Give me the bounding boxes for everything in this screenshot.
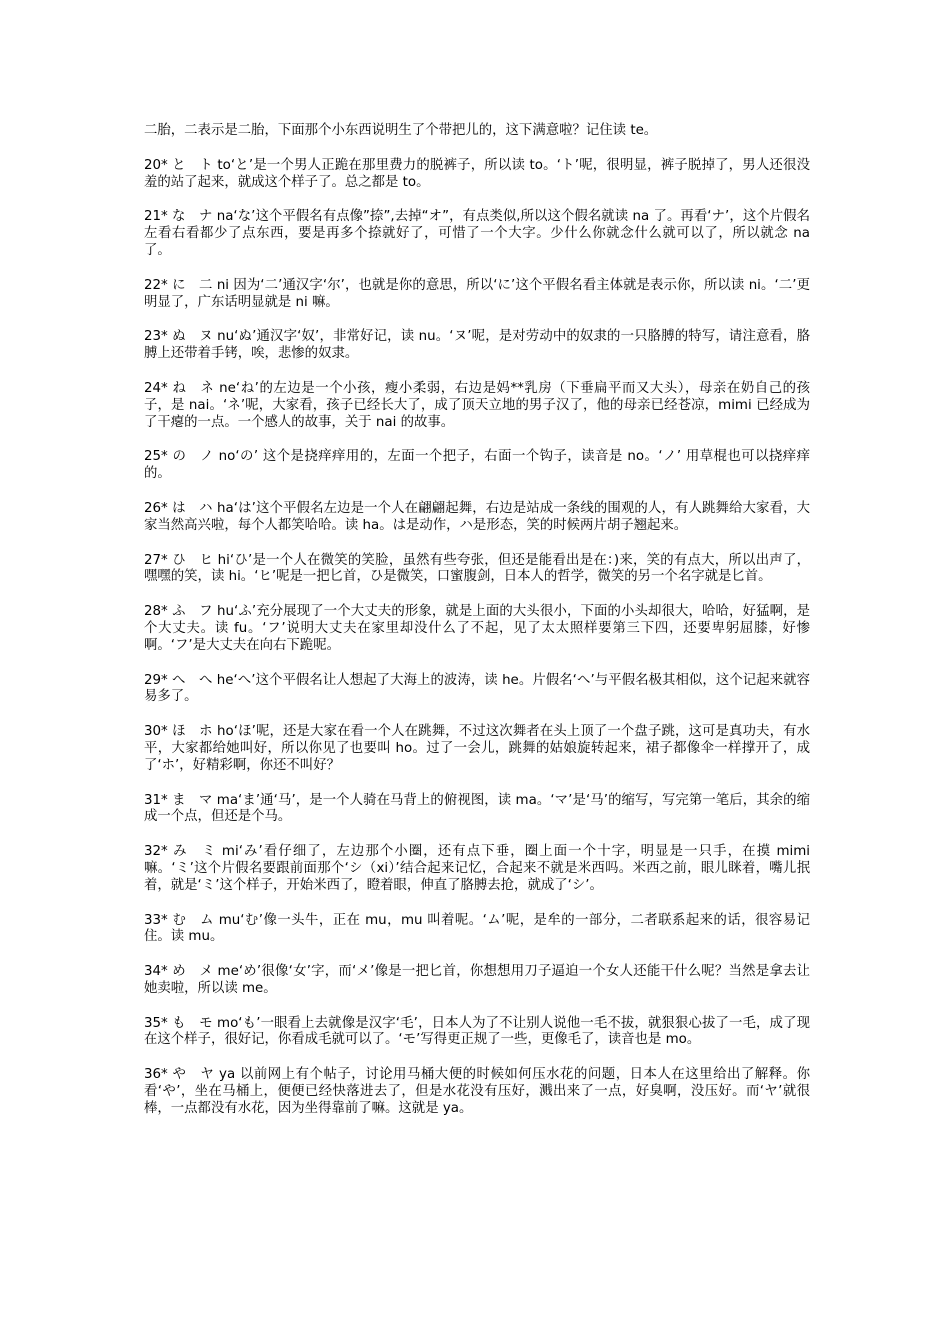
paragraph-34-me: 34* め メ me‘め’很像‘女’字，而‘メ’像是一把匕首，你想想用刀子逼迫一个女人还能干什么呢？当然是拿去让她卖啦，所以读 me。: [144, 964, 810, 996]
paragraph-24-ne: 24* ね ネ ne‘ね’的左边是一个小孩，瘦小柔弱，右边是妈**乳房（下垂扁平而又大头），母亲在奶自己的孩子，是 nai。‘ネ’呢，大家看，孩子已经长大了，成了顶天立地的男子汉了，他的母亲已经苍凉，mimi 已经成为了干瘪的一点。一个感人的故事，关于 nai 的故事。: [144, 380, 810, 430]
paragraph-te-continuation: 二胎，二表示是二胎，下面那个小东西说明生了个带把儿的，这下满意啦？记住读 te。: [144, 123, 658, 138]
paragraph-30-ho: 30* ほ ホ ho‘ほ’呢，还是大家在看一个人在跳舞，不过这次舞者在头上顶了一个盘子跳，这可是真功夫，有水平，大家都给她叫好，所以你见了也要叫 ho。过了一会儿，跳舞的姑娘旋转起来，裙子都像伞一样撑开了，成了‘ホ’，好精彩啊，你还不叫好？: [144, 724, 810, 773]
paragraph-36-ya: 36* や ヤ ya 以前网上有个帖子，讨论用马桶大便的时候如何压水花的问题，日本人在这里给出了解释。你看‘や’，坐在马桶上，便便已经快落进去了，但是水花没有压好，溅出来了一点，好臭啊，没压好。而‘ヤ’就很棒，一点都没有水花，因为坐得靠前了嘛。这就是 ya。: [144, 1067, 810, 1116]
paragraph-27-hi: 27* ひ ヒ hi‘ひ’是一个人在微笑的笑脸，虽然有些夸张，但还是能看出是在：)来，笑的有点大，所以出声了，嘿嘿的笑，读 hi。‘ヒ’呢是一把匕首，ひ是微笑，口蜜腹剑，日本人的哲学，微笑的另一个名字就是匕首。: [144, 552, 810, 585]
paragraph-26-ha: 26* は ハ ha‘は’这个平假名左边是一个人在翩翩起舞，右边是站成一条线的围观的人，有人跳舞给大家看，大家当然高兴啦，每个人都笑哈哈。读 ha。は是动作，ハ是形态，笑的时候两片胡子翘起来。: [144, 500, 810, 533]
paragraph-33-mu: 33* む ム mu‘む’像一头牛，正在 mu，mu 叫着呢。‘ム’呢，是牟的一部分，二者联系起来的话，很容易记住。读 mu。: [144, 912, 810, 945]
paragraph-21-na: 21* な ナ na‘な’这个平假名有点像”捺”,去掉“オ”，有点类似,所以这个假名就读 na 了。再看‘ナ’，这个片假名左看右看都少了点东西，要是再多个捺就好了，可惜了一个大字。少什么你就念什么就可以了，所以就念 na 了。: [144, 209, 810, 258]
paragraph-25-no: 25* の ノ no‘の’ 这个是挠痒痒用的，左面一个把子，右面一个钩子，读音是 no。‘ノ’ 用草棍也可以挠痒痒的。: [144, 449, 810, 482]
paragraph-29-he: 29* へ へ he‘へ’这个平假名让人想起了大海上的波涛，读 he。片假名‘へ’与平假名极其相似，这个记起来就容易多了。: [144, 672, 810, 705]
paragraph-31-ma: 31* ま マ ma‘ま’通‘马’，是一个人骑在马背上的俯视图，读 ma。‘マ’是‘马’的缩写，写完第一笔后，其余的缩成一个点，但还是个马。: [144, 792, 810, 825]
paragraph-23-nu: 23* ぬ ヌ nu‘ぬ’通汉字‘奴’，非常好记，读 nu。‘ヌ’呢，是对劳动中的奴隶的一只胳膊的特写，请注意看，胳膊上还带着手铐，唉，悲惨的奴隶。: [144, 329, 810, 362]
paragraph-35-mo: 35* も モ mo‘も’一眼看上去就像是汉字‘毛’，日本人为了不让别人说他一毛不拔，就狠狠心拔了一毛，成了现在这个样子，很好记，你看成毛就可以了。‘モ’写得更正规了一些，更像毛了，读音也是 mo。: [144, 1015, 810, 1048]
paragraph-28-fu: 28* ふ フ hu‘ふ’充分展现了一个大丈夫的形象，就是上面的大头很小，下面的小头却很大，哈哈，好猛啊，是个大丈夫。读 fu。‘フ’说明大丈夫在家里却没什么了不起，见了太太照样要第三下四，还要卑躬屈膝，好惨啊。‘フ’是大丈夫在向右下跪呢。: [144, 604, 810, 653]
paragraph-22-ni: 22* に 二 ni 因为‘二’通汉字‘尔’，也就是你的意思，所以‘に’这个平假名看主体就是表示你，所以读 ni。‘二’更明显了，广东话明显就是 ni 嘛。: [144, 277, 810, 310]
document-page: [144, 123, 810, 1136]
paragraph-32-mi: 32* み ミ mi‘み’看仔细了，左边那个小圈，还有点下垂，圈上面一个十字，明显是一只手，在摸 mimi 嘛。‘ミ’这个片假名要跟前面那个‘シ（xi）’结合起来记忆，合起来不就是米西吗。米西之前，眼儿眯着，嘴儿抿着，就是‘ミ’这个样子，开始米西了，瞪着眼，伸直了胳膊去抢，就成了‘シ’。: [144, 844, 810, 893]
paragraph-20-to: 20* と ト to‘と’是一个男人正跪在那里费力的脱裤子，所以读 to。‘ト’呢，很明显，裤子脱掉了，男人还很没羞的站了起来，就成这个样子了。总之都是 to。: [144, 157, 810, 190]
